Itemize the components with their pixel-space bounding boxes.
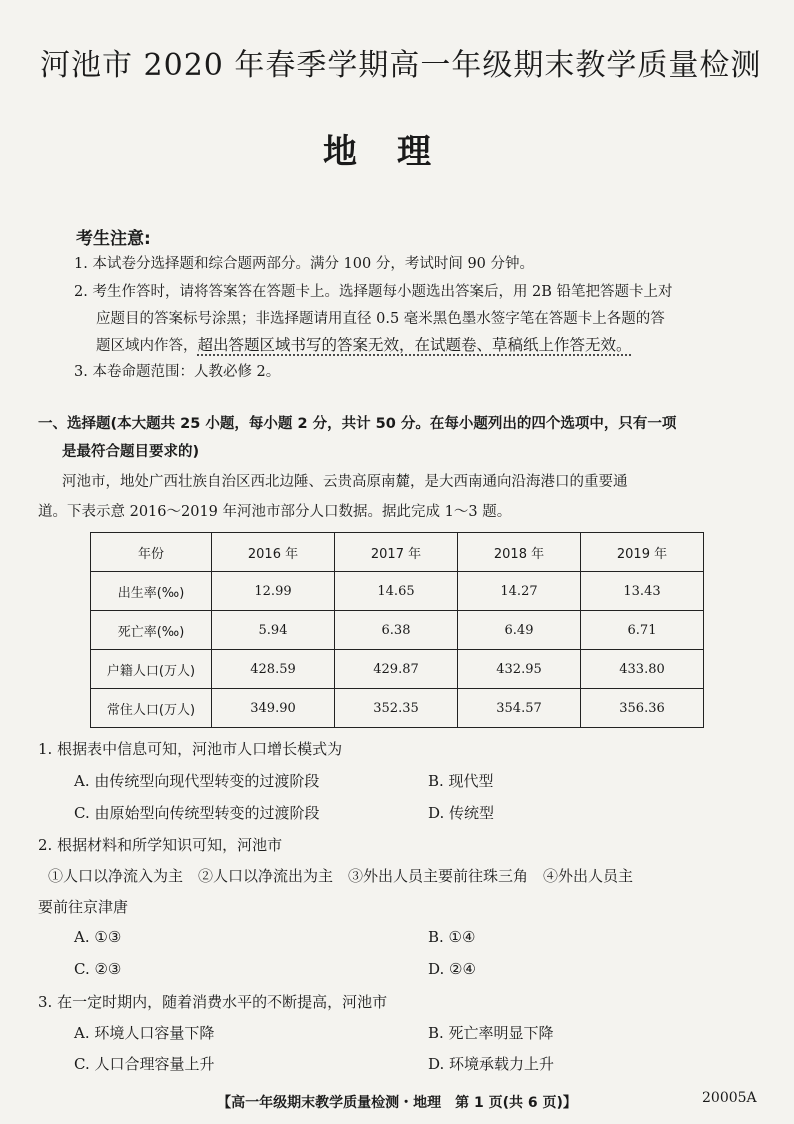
table-header-cell: 年份 [91,533,212,572]
table-cell: 6.38 [335,611,458,650]
material-line-1: 河池市，地处广西壮族自治区西北边陲、云贵高原南麓，是大西南通向沿海港口的重要通 [62,474,628,490]
notice-item-3: 3. 本卷命题范围：人教必修 2。 [74,364,281,380]
paper-code: 20005A [702,1090,757,1106]
table-cell: 428.59 [212,650,335,689]
table-cell: 433.80 [581,650,704,689]
question-3-stem: 3. 在一定时期内，随着消费水平的不断提高，河池市 [38,993,388,1011]
question-2-option-c: C. ②③ [74,960,122,978]
table-row [91,650,704,689]
exam-title: 河池市 2020 年春季学期高一年级期末教学质量检测 [40,48,762,83]
question-2-option-b: B. ①④ [428,928,476,946]
question-3-option-b: B. 死亡率明显下降 [428,1024,554,1042]
question-2-option-a: A. ①③ [74,928,122,946]
table-cell: 6.49 [458,611,581,650]
notice-item-2-end [96,333,632,355]
table-cell: 354.57 [458,689,581,728]
page-footer: 【高一年级期末教学质量检测・地理 第 1 页(共 6 页)】 [217,1095,577,1111]
table-row-label: 死亡率(‰) [91,611,212,650]
table-cell: 432.95 [458,650,581,689]
question-2-statements: ①人口以净流入为主 ②人口以净流出为主 ③外出人员主要前往珠三角 ④外出人员主 [48,867,634,885]
notice-item-2-end-text: 题区域内作答， [96,338,198,354]
table-cell: 5.94 [212,611,335,650]
table-cell: 356.36 [581,689,704,728]
population-table [90,532,704,728]
section-heading: 一、选择题(本大题共 25 小题，每小题 2 分，共计 50 分。在每小题列出的四个选项中，只有一项 [38,416,677,432]
question-3-option-c: C. 人口合理容量上升 [74,1055,215,1073]
section-heading-cont: 是最符合题目要求的) [62,444,200,460]
table-cell: 429.87 [335,650,458,689]
question-1-option-b: B. 现代型 [428,772,494,790]
table-cell: 12.99 [212,572,335,611]
question-2-option-d: D. ②④ [428,960,476,978]
table-header-cell: 2016 年 [212,533,335,572]
question-3-option-d: D. 环境承载力上升 [428,1055,555,1073]
table-row-label: 常住人口(万人) [91,689,212,728]
table-cell: 13.43 [581,572,704,611]
table-row-label: 户籍人口(万人) [91,650,212,689]
notice-item-2-cont: 应题目的答案标号涂黑；非选择题请用直径 0.5 毫米黑色墨水签字笔在答题卡上各题的答 [96,311,665,327]
question-1-option-a: A. 由传统型向现代型转变的过渡阶段 [74,772,320,790]
question-1-option-d: D. 传统型 [428,804,495,822]
table-row-label: 出生率(‰) [91,572,212,611]
table-row [91,572,704,611]
notice-item-1: 1. 本试卷分选择题和综合题两部分。满分 100 分，考试时间 90 分钟。 [74,256,535,272]
table-header-cell: 2018 年 [458,533,581,572]
question-3-option-a: A. 环境人口容量下降 [74,1024,215,1042]
table-cell: 6.71 [581,611,704,650]
question-1-option-c: C. 由原始型向传统型转变的过渡阶段 [74,804,320,822]
table-row [91,611,704,650]
table-header-row [91,533,704,572]
subject-title: 地理 [323,132,471,172]
notice-emphasis: 超出答题区域书写的答案无效，在试题卷、草稿纸上作答无效。 [197,336,632,354]
table-cell: 14.65 [335,572,458,611]
table-row [91,689,704,728]
table-header-cell: 2017 年 [335,533,458,572]
table-header-cell: 2019 年 [581,533,704,572]
table-cell: 352.35 [335,689,458,728]
material-line-2: 道。下表示意 2016～2019 年河池市部分人口数据。据此完成 1～3 题。 [38,504,512,520]
table-cell: 14.27 [458,572,581,611]
notice-heading: 考生注意: [76,229,151,249]
table-cell: 349.90 [212,689,335,728]
question-2-statements-cont: 要前往京津唐 [38,898,129,916]
question-2-stem: 2. 根据材料和所学知识可知，河池市 [38,836,283,854]
notice-item-2: 2. 考生作答时，请将答案答在答题卡上。选择题每小题选出答案后，用 2B 铅笔把答题卡上对 [74,284,673,300]
question-1-stem: 1. 根据表中信息可知，河池市人口增长模式为 [38,740,343,758]
